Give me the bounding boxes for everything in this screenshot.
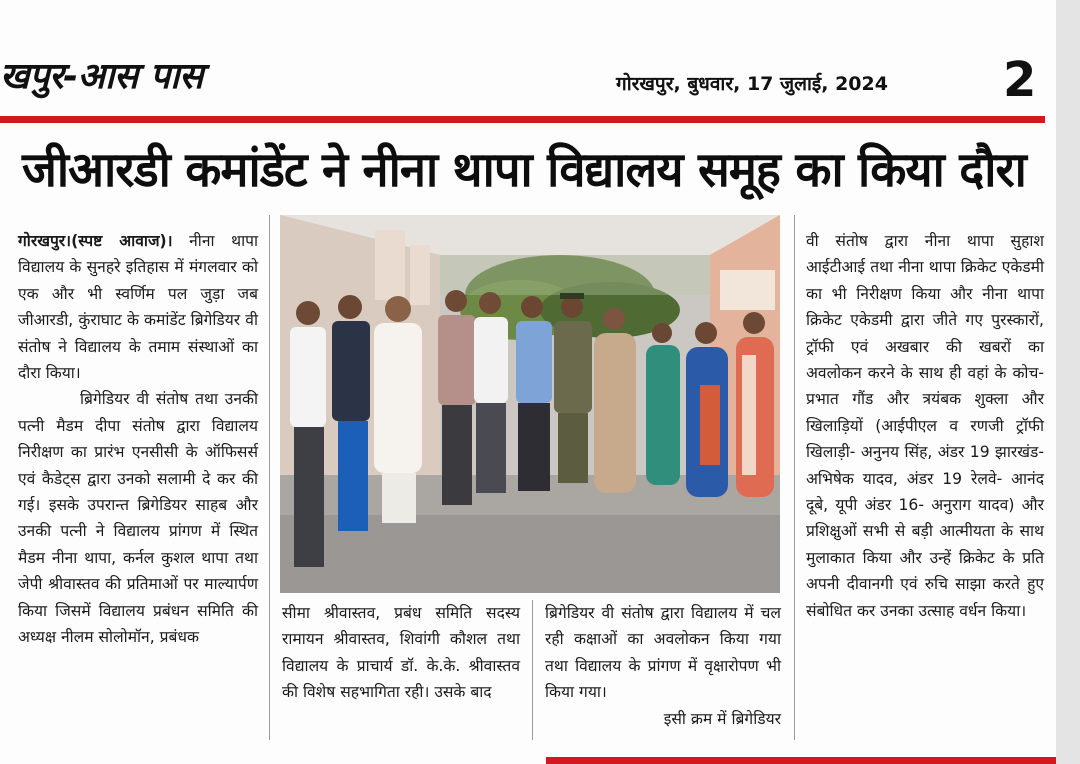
issue-dateline: गोरखपुर, बुधवार, 17 जुलाई, 2024 [616,73,888,95]
header-red-rule [0,116,1045,123]
page-margin-strip [1056,0,1080,764]
section-title: खपुर-आस पास [0,56,203,97]
column-divider [269,215,270,740]
page-number: 2 [1003,52,1037,108]
article-column-1 [18,228,258,651]
col3-paragraph-2: इसी क्रम में ब्रिगेडियर [663,709,781,728]
article-dateline-lead: गोरखपुर।(स्पष्ट आवाज)। [18,232,173,250]
article-column-4: वी संतोष द्वारा नीना थापा सुहाश आईटीआई तथा नीना थापा क्रिकेट एकेडमी का भी निरीक्षण किया और नीना थापा क्रिकेट एकेडमी द्वारा जीते गए पुरस्कारों, ट्रॉफी एवं अखबार की खबरों का अवलोकन करने के साथ ही वहां के कोच-प्रभात गौंड और त्रयंबक शुक्ला और खिलाड़ियों (आईपीएल व रणजी ट्रॉफी खिलाड़ी- अनुनय सिंह, अंडर 19 झारखंड- अभिषेक यादव, अंडर 19 रेलवे- आनंद दूबे, यूपी अंडर 16- अनुराग यादव) और प्रशिक्षुओं सभी से बड़ी आत्मीयता के साथ मुलाकात किया और उन्हें क्रिकेट के प्रति अपनी दीवानगी एवं रुचि साझा करते हुए संबोधित कर उनका उत्साह वर्धन किया। [806,232,1044,620]
col3-paragraph-1: ब्रिगेडियर वी संतोष द्वारा विद्यालय में चल रही कक्षाओं का अवलोकन किया गया तथा विद्यालय के प्रांगण में वृक्षारोपण भी किया गया। [545,604,781,702]
column-divider [532,600,533,740]
article-headline: जीआरडी कमांडेंट ने नीना थापा विद्यालय समूह का किया दौरा [22,142,1026,198]
article-photo [280,215,780,593]
footer-red-rule [546,757,1056,764]
article-column-3 [545,600,781,732]
group-photo-illustration [280,215,780,593]
col1-paragraph-1: नीना थापा विद्यालय के सुनहरे इतिहास में मंगलवार को एक और भी स्वर्णिम पल जुड़ा जब जीआरडी, कुंराघाट के कमांडेंट ब्रिगेडियर वी संतोष ने विद्यालय के तमाम संस्थाओं का दौरा किया। [18,232,258,383]
column-divider [794,215,795,740]
article-column-2: सीमा श्रीवास्तव, प्रबंध समिति सदस्य रामायन श्रीवास्तव, शिवांगी कौशल तथा विद्यालय के प्राचार्य डॉ. के.के. श्रीवास्तव की विशेष सहभागिता रही। उसके बाद [282,604,520,702]
col1-paragraph-2: ब्रिगेडियर वी संतोष तथा उनकी पत्नी मैडम दीपा संतोष द्वारा विद्यालय निरीक्षण का प्रारंभ एनसीसी के ऑफिसर्स एवं कैडेट्स द्वारा उनको सलामी दे कर की गई। इसके उपरान्त ब्रिगेडियर साहब और उनकी पत्नी ने विद्यालय प्रांगण में स्थित मैडम नीना थापा, कर्नल कुशल थापा तथा जेपी श्रीवास्तव की प्रतिमाओं पर माल्यार्पण किया जिसमें विद्यालय प्रबंधन समिति की अध्यक्ष नीलम सोलोमॉन, प्रबंधक [18,390,258,647]
